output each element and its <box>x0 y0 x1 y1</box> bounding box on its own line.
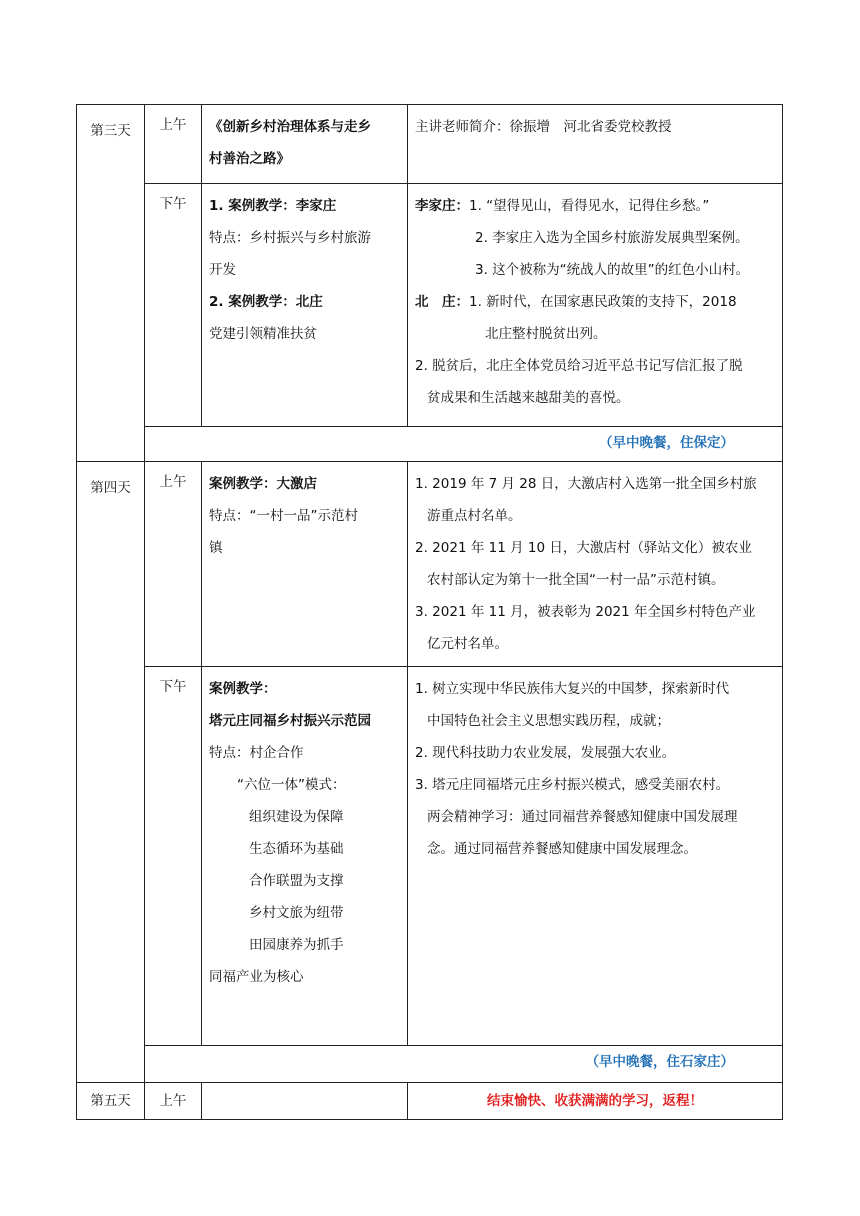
topic-item: 生态循环为基础 <box>249 841 344 857</box>
topic-line: “六位一体”模式： <box>237 777 346 793</box>
detail-line: 两会精神学习：通过同福营养餐感知健康中国发展理 <box>427 809 738 825</box>
period-label: 下午 <box>145 667 202 1046</box>
day3-pm-row <box>77 184 783 427</box>
detail-line: 2. 李家庄入选为全国乡村旅游发展典型案例。 <box>475 230 749 246</box>
period-label: 上午 <box>145 105 202 184</box>
period-label: 下午 <box>145 184 202 427</box>
detail-line: 1. 树立实现中华民族伟大复兴的中国梦，探索新时代 <box>415 681 730 697</box>
detail-line: 3. 这个被称为“统战人的故里”的红色小山村。 <box>475 262 750 278</box>
detail-line <box>415 190 775 222</box>
detail-line: 中国特色社会主义思想实践历程，成就； <box>427 713 670 729</box>
day5-am-row <box>77 1083 783 1120</box>
detail-line: 2. 2021 年 11 月 10 日，大激店村（驿站文化）被农业 <box>415 540 752 556</box>
topic-line: 镇 <box>209 540 223 556</box>
detail-cell <box>408 105 783 184</box>
topic-line: 同福产业为核心 <box>209 969 304 985</box>
detail-line: 贫成果和生活越来越甜美的喜悦。 <box>427 390 630 406</box>
topic-line: 塔元庄同福乡村振兴示范园 <box>209 713 371 729</box>
topic-line: 案例教学：大激店 <box>209 476 317 492</box>
topic-cell <box>202 184 408 427</box>
day4-meal-row <box>77 1046 783 1083</box>
detail-head: 北 庄： <box>415 294 469 310</box>
day4-am-row <box>77 462 783 667</box>
meal-note: （早中晚餐，住石家庄） <box>145 1046 783 1083</box>
detail-line: 1. 2019 年 7 月 28 日，大激店村入选第一批全国乡村旅 <box>415 476 757 492</box>
lecturer-intro: 主讲老师简介：徐振增 河北省委党校教授 <box>415 119 672 135</box>
detail-line: 念。通过同福营养餐感知健康中国发展理念。 <box>427 841 697 857</box>
day-label: 第五天 <box>77 1083 145 1120</box>
topic-line: 村善治之路》 <box>209 151 290 167</box>
topic-cell <box>202 1083 408 1120</box>
topic-cell <box>202 462 408 667</box>
topic-line: 案例教学： <box>209 681 277 697</box>
topic-line: 特点：村企合作 <box>209 745 304 761</box>
period-label: 上午 <box>145 462 202 667</box>
day4-pm-row <box>77 667 783 1046</box>
detail-line: 北庄整村脱贫出列。 <box>485 326 607 342</box>
schedule-table <box>76 104 783 1120</box>
detail-line: 2. 脱贫后，北庄全体党员给习近平总书记写信汇报了脱 <box>415 358 743 374</box>
detail-line: 游重点村名单。 <box>427 508 522 524</box>
topic-cell <box>202 667 408 1046</box>
detail-text: 1. 新时代，在国家惠民政策的支持下，2018 <box>469 294 737 310</box>
detail-line: 3. 2021 年 11 月，被表彰为 2021 年全国乡村特色产业 <box>415 604 756 620</box>
detail-line: 亿元村名单。 <box>427 636 508 652</box>
topic-line: 2. 案例教学：北庄 <box>209 294 323 310</box>
closing-note: 结束愉快、收获满满的学习，返程！ <box>408 1083 783 1120</box>
topic-line: 特点：“一村一品”示范村 <box>209 508 358 524</box>
topic-item: 田园康养为抓手 <box>249 937 344 953</box>
topic-item: 组织建设为保障 <box>249 809 344 825</box>
topic-line: 开发 <box>209 262 236 278</box>
detail-head: 李家庄： <box>415 198 469 214</box>
period-label: 上午 <box>145 1083 202 1120</box>
detail-cell <box>408 184 783 427</box>
day3-am-row <box>77 105 783 184</box>
topic-line: 党建引领精准扶贫 <box>209 326 317 342</box>
day-label: 第三天 <box>77 105 145 462</box>
detail-line <box>415 286 775 318</box>
detail-cell <box>408 462 783 667</box>
meal-note: （早中晚餐，住保定） <box>145 427 783 462</box>
topic-line: 特点：乡村振兴与乡村旅游 <box>209 230 371 246</box>
topic-cell <box>202 105 408 184</box>
detail-cell <box>408 667 783 1046</box>
topic-line: 1. 案例教学：李家庄 <box>209 198 337 214</box>
detail-text: 1. “望得见山，看得见水，记得住乡愁。” <box>469 198 710 214</box>
detail-line: 3. 塔元庄同福塔元庄乡村振兴模式，感受美丽农村。 <box>415 777 730 793</box>
detail-line: 农村部认定为第十一批全国“一村一品”示范村镇。 <box>427 572 725 588</box>
topic-item: 乡村文旅为纽带 <box>249 905 344 921</box>
day-label: 第四天 <box>77 462 145 1083</box>
detail-line: 2. 现代科技助力农业发展，发展强大农业。 <box>415 745 676 761</box>
topic-item: 合作联盟为支撑 <box>249 873 344 889</box>
day3-meal-row <box>77 427 783 462</box>
topic-line: 《创新乡村治理体系与走乡 <box>209 119 371 135</box>
